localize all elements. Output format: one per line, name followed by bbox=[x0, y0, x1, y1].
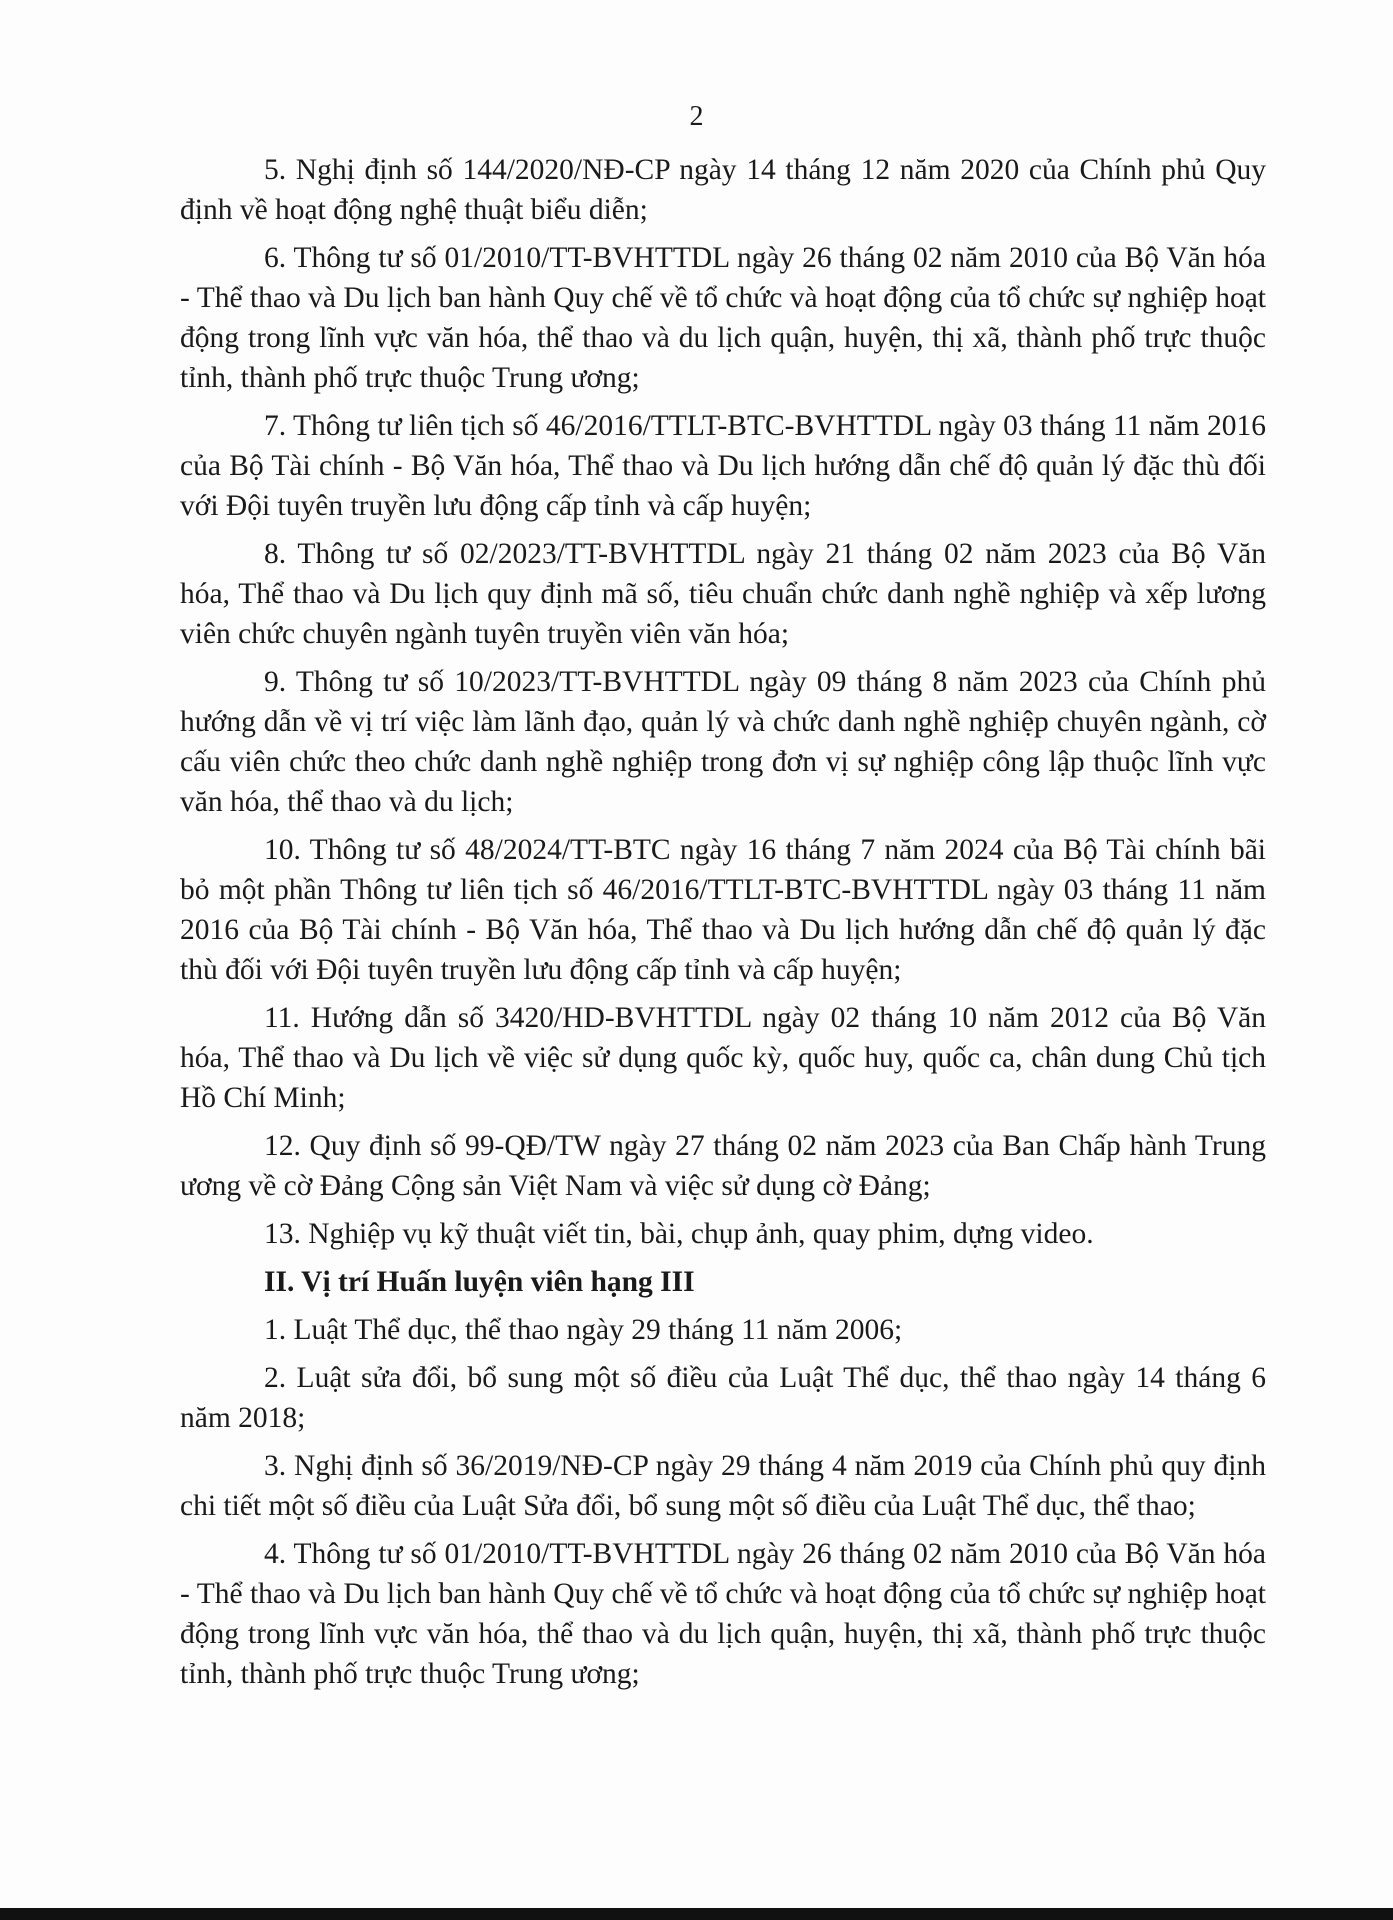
paragraph-section2-item-1: 1. Luật Thể dục, thể thao ngày 29 tháng 11 năm 2006; bbox=[264, 1314, 903, 1346]
paragraph-section2-item-3: 3. Nghị định số 36/2019/NĐ-CP ngày 29 tháng 4 năm 2019 của Chính phủ quy định chi tiết một số điều của Luật Sửa đổi, bổ sung một số điều của Luật Thể dục, thể thao; bbox=[180, 1450, 1266, 1522]
paragraph-item-9: 9. Thông tư số 10/2023/TT-BVHTTDL ngày 09 tháng 8 năm 2023 của Chính phủ hướng dẫn về vị trí việc làm lãnh đạo, quản lý và chức danh nghề nghiệp chuyên ngành, cờ cấu viên chức theo chức danh nghề nghiệp trong đơn vị sự nghiệp công lập thuộc lĩnh vực văn hóa, thể thao và du lịch; bbox=[180, 666, 1266, 818]
paragraph-section2-item-2: 2. Luật sửa đổi, bổ sung một số điều của Luật Thể dục, thể thao ngày 14 tháng 6 năm 2018; bbox=[180, 1362, 1266, 1434]
page-number: 2 bbox=[689, 101, 704, 132]
document-body bbox=[180, 150, 1266, 1702]
paragraph-item-6: 6. Thông tư số 01/2010/TT-BVHTTDL ngày 26 tháng 02 năm 2010 của Bộ Văn hóa - Thể thao và Du lịch ban hành Quy chế về tổ chức và hoạt động của tổ chức sự nghiệp hoạt động trong lĩnh vực văn hóa, thể thao và du lịch quận, huyện, thị xã, thành phố trực thuộc tỉnh, thành phố trực thuộc Trung ương; bbox=[180, 242, 1266, 394]
paragraph-item-8: 8. Thông tư số 02/2023/TT-BVHTTDL ngày 21 tháng 02 năm 2023 của Bộ Văn hóa, Thể thao và Du lịch quy định mã số, tiêu chuẩn chức danh nghề nghiệp và xếp lương viên chức chuyên ngành tuyên truyền viên văn hóa; bbox=[180, 538, 1266, 650]
paragraph-item-12: 12. Quy định số 99-QĐ/TW ngày 27 tháng 02 năm 2023 của Ban Chấp hành Trung ương về cờ Đảng Cộng sản Việt Nam và việc sử dụng cờ Đảng; bbox=[180, 1130, 1266, 1202]
paragraph-item-10: 10. Thông tư số 48/2024/TT-BTC ngày 16 tháng 7 năm 2024 của Bộ Tài chính bãi bỏ một phần Thông tư liên tịch số 46/2016/TTLT-BTC-BVHTTDL ngày 03 tháng 11 năm 2016 của Bộ Tài chính - Bộ Văn hóa, Thể thao và Du lịch hướng dẫn chế độ quản lý đặc thù đối với Đội tuyên truyền lưu động cấp tỉnh và cấp huyện; bbox=[180, 834, 1266, 986]
paragraph-item-7: 7. Thông tư liên tịch số 46/2016/TTLT-BTC-BVHTTDL ngày 03 tháng 11 năm 2016 của Bộ Tài chính - Bộ Văn hóa, Thể thao và Du lịch hướng dẫn chế độ quản lý đặc thù đối với Đội tuyên truyền lưu động cấp tỉnh và cấp huyện; bbox=[180, 410, 1266, 522]
scan-bottom-edge bbox=[0, 1908, 1393, 1920]
paragraph-item-5: 5. Nghị định số 144/2020/NĐ-CP ngày 14 tháng 12 năm 2020 của Chính phủ Quy định về hoạt động nghệ thuật biểu diễn; bbox=[180, 154, 1266, 226]
paragraph-section2-item-4: 4. Thông tư số 01/2010/TT-BVHTTDL ngày 26 tháng 02 năm 2010 của Bộ Văn hóa - Thể thao và Du lịch ban hành Quy chế về tổ chức và hoạt động của tổ chức sự nghiệp hoạt động trong lĩnh vực văn hóa, thể thao và du lịch quận, huyện, thị xã, thành phố trực thuộc tỉnh, thành phố trực thuộc Trung ương; bbox=[180, 1538, 1266, 1690]
section-heading: II. Vị trí Huấn luyện viên hạng III bbox=[264, 1266, 695, 1298]
paragraph-item-11: 11. Hướng dẫn số 3420/HD-BVHTTDL ngày 02 tháng 10 năm 2012 của Bộ Văn hóa, Thể thao và Du lịch về việc sử dụng quốc kỳ, quốc huy, quốc ca, chân dung Chủ tịch Hồ Chí Minh; bbox=[180, 1002, 1266, 1114]
paragraph-item-13: 13. Nghiệp vụ kỹ thuật viết tin, bài, chụp ảnh, quay phim, dựng video. bbox=[264, 1218, 1094, 1250]
